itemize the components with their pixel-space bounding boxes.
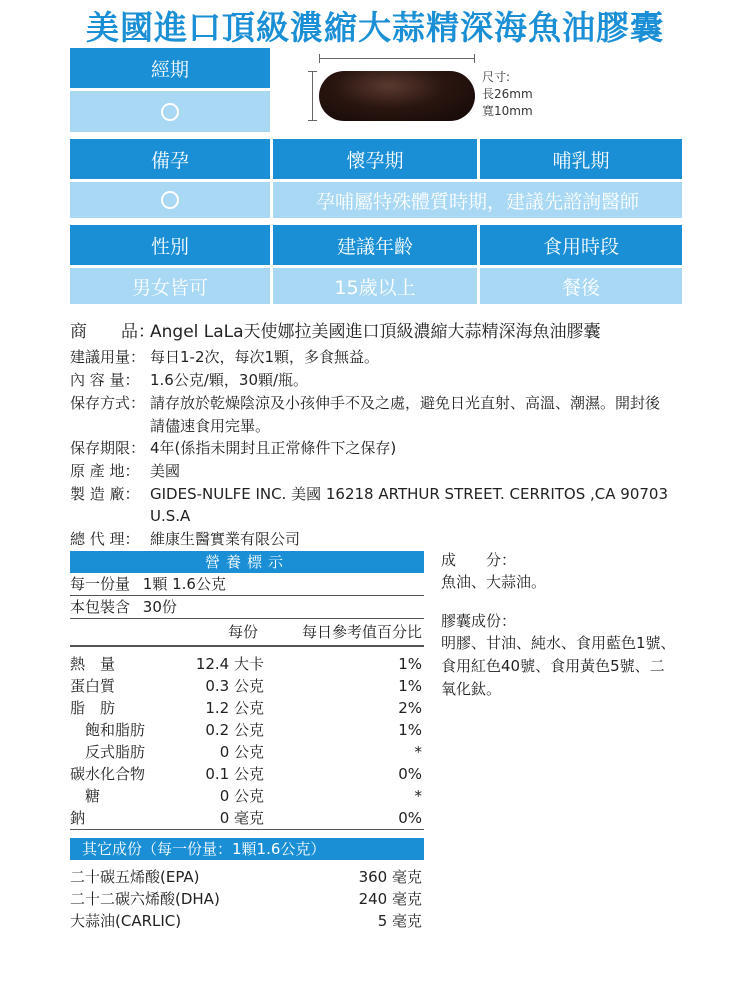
other-ingredients-heading: 其它成份（每一份量：1顆1.6公克）	[70, 838, 424, 860]
spec-row-2-value	[70, 182, 682, 218]
info-value: 1.6公克/顆，30顆/瓶。	[150, 371, 309, 389]
nutrient-amount: 0.3 公克	[205, 677, 264, 695]
pregnancy-note: 孕哺屬特殊體質時期，建議先諮詢醫師	[273, 182, 682, 218]
info-shelf-life	[70, 437, 690, 459]
capsule-ingredients-line: 明膠、甘油、純水、食用藍色1號、	[441, 634, 676, 652]
other-ingredient-amount: 5 毫克	[377, 912, 422, 930]
nutrition-row	[70, 697, 424, 719]
nutrient-name: 熱 量	[70, 655, 116, 673]
column-daily-value: 每日參考值百分比	[301, 623, 422, 641]
nutrition-row	[70, 807, 424, 829]
other-ingredient-name: 二十碳五烯酸(EPA)	[70, 868, 200, 886]
column-per-serving: 每份	[228, 623, 259, 641]
nutrition-heading: 營養標示	[70, 551, 424, 573]
nutrient-name: 碳水化合物	[70, 765, 146, 783]
gender-header: 性別	[70, 225, 270, 265]
circle-icon	[161, 191, 179, 209]
nutrition-rows	[70, 653, 424, 829]
capsule-ingredients-line: 氧化鈦。	[441, 680, 502, 698]
age-header: 建議年齡	[273, 225, 477, 265]
info-dosage	[70, 346, 690, 368]
nutrient-daily-value: *	[414, 787, 422, 805]
nutrient-daily-value: *	[414, 743, 422, 761]
info-label: 保存期限：	[70, 439, 146, 457]
other-ingredient-amount: 240 毫克	[358, 890, 422, 908]
info-storage-2: 請儘速食用完畢。	[150, 417, 271, 435]
nutrient-daily-value: 0%	[398, 765, 422, 783]
other-ingredient-name: 大蒜油(CARLIC)	[70, 912, 182, 930]
capsule-image-box	[274, 48, 682, 132]
spec-row-2-header	[70, 139, 682, 179]
nutrient-daily-value: 1%	[398, 655, 422, 673]
info-label: 總 代 理：	[70, 530, 140, 548]
servings-row	[70, 595, 424, 618]
info-value: Angel LaLa天使娜拉美國進口頂級濃縮大蒜精深海魚油膠囊	[150, 322, 601, 342]
length-ruler	[319, 58, 475, 59]
nutrient-name: 飽和脂肪	[70, 721, 146, 739]
nutrition-row	[70, 675, 424, 697]
info-label: 原 產 地：	[70, 462, 140, 480]
info-origin	[70, 460, 690, 482]
nutrition-table	[70, 551, 424, 932]
info-label: 製 造 廠：	[70, 485, 140, 503]
info-manufacturer-2: U.S.A	[150, 507, 191, 525]
info-label: 內 容 量：	[70, 371, 140, 389]
nutrition-row	[70, 719, 424, 741]
other-ingredient-amount: 360 毫克	[358, 868, 422, 886]
nutrient-amount: 0 毫克	[219, 809, 264, 827]
capsule-ingredients-label: 膠囊成份：	[441, 612, 517, 630]
info-manufacturer	[70, 483, 690, 505]
period-value	[70, 91, 270, 132]
nutrient-amount: 0.1 公克	[205, 765, 264, 783]
nutrient-daily-value: 1%	[398, 677, 422, 695]
nutrient-daily-value: 0%	[398, 809, 422, 827]
info-product	[70, 321, 690, 343]
info-value: 每日1-2次，每次1顆，多食無益。	[150, 348, 380, 366]
timing-header: 食用時段	[480, 225, 682, 265]
prepregnancy-header: 備孕	[70, 139, 270, 179]
nutrient-daily-value: 1%	[398, 721, 422, 739]
spec-row-3-header	[70, 225, 682, 265]
servings-value: 30份	[142, 598, 177, 616]
size-label: 尺寸:	[482, 70, 511, 84]
other-ingredient-row	[70, 866, 424, 888]
divider	[70, 829, 424, 838]
lactation-header: 哺乳期	[480, 139, 682, 179]
info-content	[70, 369, 690, 391]
capsule-image	[319, 71, 475, 121]
info-label: 保存方式：	[70, 394, 146, 412]
info-value: GIDES-NULFE INC. 美國 16218 ARTHUR STREET. CERRITOS ,CA 90703	[150, 485, 668, 503]
size-length: 長26mm	[482, 87, 533, 101]
gender-value: 男女皆可	[70, 268, 270, 304]
nutrition-row	[70, 785, 424, 807]
info-agent	[70, 528, 690, 550]
info-value: 請存放於乾燥陰涼及小孩伸手不及之處，避免日光直射、高溫、潮濕。開封後	[150, 394, 661, 412]
nutrition-columns	[70, 618, 424, 645]
nutrition-row	[70, 653, 424, 675]
capsule-ingredients-line: 食用紅色40號、食用黃色5號、二	[441, 657, 665, 675]
servings-label: 本包裝含	[70, 598, 131, 616]
nutrient-name: 反式脂肪	[70, 743, 146, 761]
spec-row-3-value	[70, 268, 682, 304]
nutrient-amount: 0 公克	[219, 743, 264, 761]
nutrition-row	[70, 741, 424, 763]
info-value: 維康生醫實業有限公司	[150, 530, 301, 548]
info-label: 建議用量：	[70, 348, 146, 366]
circle-icon	[161, 103, 179, 121]
nutrient-amount: 0.2 公克	[205, 721, 264, 739]
prepregnancy-value	[70, 182, 270, 218]
other-ingredient-row	[70, 888, 424, 910]
other-ingredients-rows	[70, 866, 424, 932]
nutrient-name: 鈉	[70, 809, 86, 827]
page-title: 美國進口頂級濃縮大蒜精深海魚油膠囊	[86, 8, 664, 47]
info-value: 4年(係指未開封且正常條件下之保存)	[150, 439, 397, 457]
pregnancy-header: 懷孕期	[273, 139, 477, 179]
timing-value: 餐後	[480, 268, 682, 304]
info-storage	[70, 392, 690, 414]
other-ingredient-name: 二十二碳六烯酸(DHA)	[70, 890, 220, 908]
ingredients-value: 魚油、大蒜油。	[441, 573, 547, 591]
ingredients-label: 成 分：	[441, 551, 517, 569]
info-value: 美國	[150, 462, 181, 480]
age-value: 15歲以上	[273, 268, 477, 304]
nutrition-row	[70, 763, 424, 785]
info-label: 商 品：	[70, 322, 155, 342]
serving-label: 每一份量	[70, 575, 131, 593]
other-ingredient-row	[70, 910, 424, 932]
size-width: 寬10mm	[482, 104, 533, 118]
nutrient-name: 蛋白質	[70, 677, 116, 695]
nutrient-amount: 12.4 大卡	[195, 655, 264, 673]
width-ruler	[312, 71, 313, 121]
nutrient-name: 糖	[70, 787, 101, 805]
nutrient-amount: 0 公克	[219, 787, 264, 805]
serving-size-row	[70, 573, 424, 595]
period-header: 經期	[70, 48, 270, 88]
nutrient-name: 脂 肪	[70, 699, 116, 717]
divider	[70, 645, 424, 653]
nutrient-daily-value: 2%	[398, 699, 422, 717]
serving-value: 1顆 1.6公克	[142, 575, 226, 593]
nutrient-amount: 1.2 公克	[205, 699, 264, 717]
